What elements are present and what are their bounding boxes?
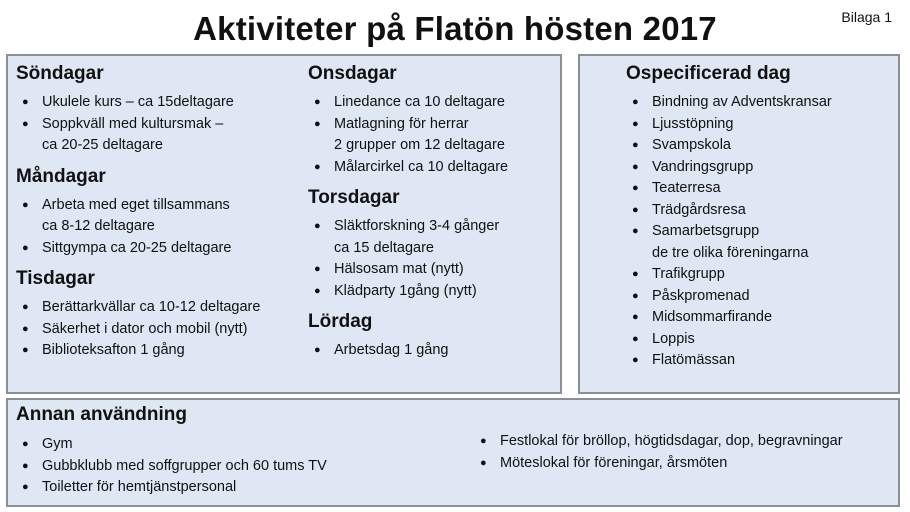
annex-label: Bilaga 1: [841, 9, 892, 25]
list-item-text: Arbeta med eget tillsammans: [42, 196, 230, 213]
bullet-icon: ●: [632, 289, 639, 302]
list-item-text: Ukulele kurs – ca 15deltagare: [42, 94, 234, 110]
list-item: [626, 264, 832, 286]
list-item-text: Trafikgrupp: [652, 266, 725, 282]
list-item: [474, 453, 843, 475]
list-item: [626, 114, 832, 136]
list-item: [626, 329, 832, 351]
bullet-icon: ●: [632, 160, 639, 173]
other-use-left: [16, 403, 327, 507]
list-item-text: Svampskola: [652, 137, 731, 153]
list-item: [474, 431, 843, 453]
list-item-text: Arbetsdag 1 gång: [334, 342, 449, 358]
activity-list: [16, 92, 260, 157]
list-item-text: Vandringsgrupp: [652, 158, 754, 175]
list-item: [626, 178, 832, 200]
list-item: [308, 259, 508, 281]
list-item: [308, 340, 508, 362]
bullet-icon: ●: [632, 117, 639, 130]
list-item-text: Soppkväll med kultursmak –: [42, 115, 224, 132]
list-item-text: Loppis: [652, 330, 695, 347]
bullet-icon: ●: [480, 435, 487, 447]
other-use-right-list: [474, 431, 843, 474]
other-use-heading: Annan användning: [16, 404, 187, 425]
list-item-text: de tre olika föreningarna: [652, 244, 809, 261]
list-item: [308, 281, 508, 303]
activity-list: [626, 92, 832, 372]
list-item-text: Gym: [42, 436, 73, 452]
page-title: Aktiviteter på Flatön hösten 2017: [193, 10, 717, 47]
bullet-icon: ●: [314, 117, 321, 130]
bullet-icon: ●: [632, 139, 639, 151]
bullet-icon: ●: [314, 263, 321, 275]
list-item-text: Teaterresa: [652, 180, 721, 196]
list-item: [16, 238, 260, 260]
bullet-icon: ●: [480, 456, 487, 469]
list-item-text: ca 15 deltagare: [334, 239, 434, 256]
list-item-text: Klädparty 1gång (nytt): [334, 282, 477, 299]
list-item-text: Biblioteksafton 1 gång: [42, 342, 185, 358]
list-item: [626, 221, 832, 264]
list-item-text: 2 grupper om 12 deltagare: [334, 137, 505, 153]
bullet-icon: ●: [314, 160, 321, 173]
bullet-icon: ●: [22, 459, 29, 472]
list-item: [626, 157, 832, 179]
bullet-icon: ●: [22, 198, 29, 211]
section-heading: Måndagar: [16, 165, 106, 187]
list-item: [16, 477, 327, 499]
list-item: [626, 350, 832, 372]
middle-day-column: [308, 62, 508, 370]
list-item-text: Linedance ca 10 deltagare: [334, 94, 505, 110]
list-item: [16, 434, 327, 456]
day-section: [308, 310, 508, 362]
bullet-icon: ●: [632, 311, 639, 323]
section-heading: Lördag: [308, 311, 373, 332]
activity-list: [16, 195, 260, 260]
list-item: [16, 114, 260, 157]
bullet-icon: ●: [22, 117, 29, 130]
list-item-text: Påskpromenad: [652, 287, 750, 304]
list-item-text: Ljusstöpning: [652, 115, 734, 132]
bullet-icon: ●: [314, 284, 321, 297]
unspecified-day-panel: [578, 54, 900, 394]
day-section: [308, 186, 508, 302]
bullet-icon: ●: [22, 438, 29, 450]
day-section: [16, 62, 260, 157]
list-item-text: Sittgympa ca 20-25 deltagare: [42, 239, 232, 256]
activity-list: [308, 92, 508, 178]
bullet-icon: ●: [22, 322, 29, 335]
other-use-right: [474, 431, 843, 482]
day-section: [308, 62, 508, 178]
list-item: [308, 114, 508, 157]
list-item: [308, 92, 508, 114]
list-item: [308, 216, 508, 259]
list-item-text: Flatömässan: [652, 352, 736, 368]
list-item-text: ca 8-12 deltagare: [42, 218, 155, 234]
list-item-text: Säkerhet i dator och mobil (nytt): [42, 320, 248, 337]
bullet-icon: ●: [632, 182, 639, 194]
bullet-icon: ●: [22, 481, 29, 493]
list-item-text: Trädgårdsresa: [652, 201, 746, 218]
day-section: [16, 165, 260, 260]
list-item: [308, 157, 508, 179]
section-heading: Torsdagar: [308, 187, 400, 208]
list-item: [626, 135, 832, 157]
bullet-icon: ●: [22, 241, 29, 254]
list-item-text: Möteslokal för föreningar, årsmöten: [500, 454, 728, 471]
bullet-icon: ●: [632, 203, 639, 216]
activity-list: [308, 216, 508, 302]
bullet-icon: ●: [632, 354, 639, 366]
list-item-text: Målarcirkel ca 10 deltagare: [334, 158, 509, 175]
bullet-icon: ●: [632, 225, 639, 237]
list-item: [16, 340, 260, 362]
list-item: [16, 297, 260, 319]
bullet-icon: ●: [22, 301, 29, 313]
list-item-text: Hälsosam mat (nytt): [334, 261, 464, 277]
bullet-icon: ●: [632, 96, 639, 108]
list-item: [626, 307, 832, 329]
bullet-icon: ●: [22, 96, 29, 108]
activity-list: [16, 297, 260, 362]
unspecified-day-column: [626, 62, 832, 380]
list-item-text: Matlagning för herrar: [334, 115, 469, 132]
bullet-icon: ●: [314, 344, 321, 356]
bullet-icon: ●: [314, 220, 321, 232]
list-item-text: Festlokal för bröllop, högtidsdagar, dop, begravningar: [500, 433, 843, 449]
activity-list: [308, 340, 508, 362]
list-item-text: Släktforskning 3-4 gånger: [334, 218, 500, 234]
left-day-column: [16, 62, 260, 370]
list-item-text: Samarbetsgrupp: [652, 223, 760, 239]
bullet-icon: ●: [22, 344, 29, 356]
list-item-text: Midsommarfirande: [652, 309, 773, 325]
other-use-panel: [6, 398, 900, 507]
section-heading: Onsdagar: [308, 63, 397, 84]
list-item-text: Toiletter för hemtjänstpersonal: [42, 479, 237, 495]
section-heading: Söndagar: [16, 63, 104, 84]
list-item: [626, 286, 832, 308]
weekday-activities-panel: [6, 54, 562, 394]
list-item: [16, 195, 260, 238]
list-item: [626, 92, 832, 114]
bullet-icon: ●: [632, 332, 639, 345]
list-item: [16, 319, 260, 341]
day-section: [16, 267, 260, 362]
bullet-icon: ●: [632, 268, 639, 280]
list-item-text: Bindning av Adventskransar: [652, 94, 832, 110]
list-item-text: Berättarkvällar ca 10-12 deltagare: [42, 299, 261, 315]
list-item-text: Gubbklubb med soffgrupper och 60 tums TV: [42, 457, 327, 474]
other-use-left-list: [16, 434, 327, 499]
bullet-icon: ●: [314, 96, 321, 108]
list-item: [626, 200, 832, 222]
list-item-text: ca 20-25 deltagare: [42, 137, 163, 153]
section-heading: Ospecificerad dag: [626, 63, 791, 84]
list-item: [16, 92, 260, 114]
section-heading: Tisdagar: [16, 268, 95, 289]
list-item: [16, 456, 327, 478]
